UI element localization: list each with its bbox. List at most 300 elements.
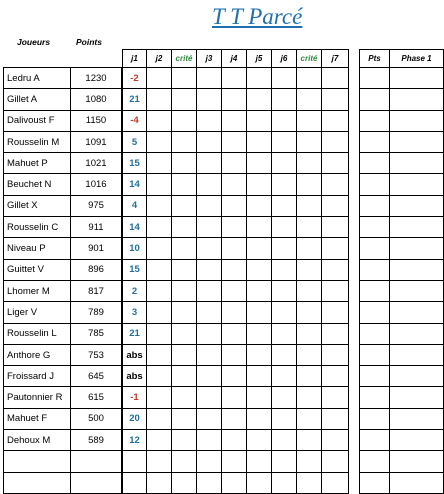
round-cell (222, 195, 247, 216)
round-cell (247, 259, 272, 280)
summary-row (360, 451, 444, 472)
player-name: Dehoux M (4, 430, 71, 451)
j1-score: 21 (123, 89, 147, 110)
player-points: 1230 (71, 68, 122, 89)
round-cell (197, 472, 222, 493)
round-row (123, 68, 349, 89)
round-cell (197, 110, 222, 131)
round-cell (272, 217, 297, 238)
player-row (4, 323, 122, 344)
round-cell (172, 110, 197, 131)
round-cell (322, 408, 349, 429)
round-cell (322, 302, 349, 323)
round-cell (222, 451, 247, 472)
round-cell (222, 280, 247, 301)
j1-score (123, 451, 147, 472)
page-title: T T Parcé (212, 4, 303, 29)
round-cell (247, 238, 272, 259)
summary-row (360, 68, 444, 89)
summary-cell (360, 68, 390, 89)
round-cell (247, 472, 272, 493)
player-points: 1150 (71, 110, 122, 131)
round-cell (222, 430, 247, 451)
player-points (71, 472, 122, 493)
round-cell (322, 344, 349, 365)
player-row (4, 451, 122, 472)
j1-score: -4 (123, 110, 147, 131)
round-cell (247, 302, 272, 323)
summary-cell (390, 259, 444, 280)
round-cell (272, 387, 297, 408)
round-cell (297, 259, 322, 280)
summary-cell (390, 387, 444, 408)
round-cell (222, 408, 247, 429)
player-points: 785 (71, 323, 122, 344)
round-cell (297, 131, 322, 152)
summary-cell (390, 323, 444, 344)
player-name (4, 451, 71, 472)
summary-table (359, 49, 444, 494)
round-cell (322, 131, 349, 152)
round-cell (297, 387, 322, 408)
summary-cell (360, 280, 390, 301)
summary-cell (360, 195, 390, 216)
round-row (123, 302, 349, 323)
round-cell (247, 280, 272, 301)
points-header: Points (76, 37, 102, 47)
summary-row (360, 387, 444, 408)
round-cell (297, 323, 322, 344)
player-points: 911 (71, 217, 122, 238)
summary-cell (360, 238, 390, 259)
round-cell (197, 131, 222, 152)
round-cell (247, 174, 272, 195)
round-cell (197, 195, 222, 216)
summary-cell (390, 430, 444, 451)
round-cell (197, 280, 222, 301)
summary-cell (360, 430, 390, 451)
round-cell (247, 323, 272, 344)
summary-header: Pts (360, 50, 390, 68)
round-cell (247, 387, 272, 408)
round-cell (222, 259, 247, 280)
round-cell (197, 302, 222, 323)
round-cell (297, 302, 322, 323)
summary-cell (360, 472, 390, 493)
round-cell (222, 174, 247, 195)
round-cell (222, 68, 247, 89)
round-cell (247, 344, 272, 365)
round-cell (147, 387, 172, 408)
summary-row (360, 153, 444, 174)
round-cell (272, 238, 297, 259)
summary-cell (390, 110, 444, 131)
round-cell (197, 259, 222, 280)
round-cell (322, 153, 349, 174)
round-cell (147, 217, 172, 238)
round-cell (322, 217, 349, 238)
round-cell (322, 472, 349, 493)
round-cell (272, 408, 297, 429)
j1-score: 5 (123, 131, 147, 152)
summary-cell (360, 387, 390, 408)
player-points: 817 (71, 280, 122, 301)
round-cell (297, 408, 322, 429)
player-row (4, 174, 122, 195)
round-row (123, 408, 349, 429)
summary-cell (360, 302, 390, 323)
player-row (4, 472, 122, 493)
round-cell (147, 344, 172, 365)
summary-cell (360, 451, 390, 472)
summary-row (360, 131, 444, 152)
player-points: 789 (71, 302, 122, 323)
round-cell (322, 259, 349, 280)
round-cell (247, 217, 272, 238)
round-cell (172, 323, 197, 344)
player-row (4, 430, 122, 451)
round-cell (222, 302, 247, 323)
round-cell (297, 472, 322, 493)
j1-score: 12 (123, 430, 147, 451)
round-row (123, 472, 349, 493)
round-cell (247, 68, 272, 89)
players-table (3, 67, 122, 494)
round-cell (272, 110, 297, 131)
player-row (4, 68, 122, 89)
round-header: j3 (197, 50, 222, 68)
round-cell (297, 280, 322, 301)
player-name: Pautonnier R (4, 387, 71, 408)
player-points: 1021 (71, 153, 122, 174)
player-row (4, 387, 122, 408)
round-row (123, 451, 349, 472)
player-points: 896 (71, 259, 122, 280)
player-name: Lhomer M (4, 280, 71, 301)
player-points: 1080 (71, 89, 122, 110)
round-cell (272, 174, 297, 195)
player-points: 589 (71, 430, 122, 451)
j1-score: -1 (123, 387, 147, 408)
player-points (71, 451, 122, 472)
summary-cell (360, 153, 390, 174)
summary-cell (390, 174, 444, 195)
summary-cell (360, 89, 390, 110)
player-name: Rousselin M (4, 131, 71, 152)
player-row (4, 259, 122, 280)
round-cell (322, 430, 349, 451)
summary-cell (390, 131, 444, 152)
round-cell (247, 153, 272, 174)
round-cell (172, 174, 197, 195)
round-cell (222, 153, 247, 174)
round-row (123, 280, 349, 301)
round-cell (197, 174, 222, 195)
round-cell (272, 323, 297, 344)
player-points: 1016 (71, 174, 122, 195)
round-row (123, 217, 349, 238)
j1-score: 15 (123, 153, 147, 174)
player-points: 753 (71, 344, 122, 365)
summary-row (360, 89, 444, 110)
round-cell (322, 323, 349, 344)
round-cell (197, 217, 222, 238)
round-cell (197, 366, 222, 387)
summary-cell (390, 344, 444, 365)
round-row (123, 366, 349, 387)
player-name: Beuchet N (4, 174, 71, 195)
player-name: Anthore G (4, 344, 71, 365)
summary-cell (390, 302, 444, 323)
round-cell (147, 280, 172, 301)
round-cell (172, 408, 197, 429)
player-name: Mahuet F (4, 408, 71, 429)
round-cell (172, 344, 197, 365)
player-row (4, 408, 122, 429)
player-row (4, 195, 122, 216)
player-name: Rousselin L (4, 323, 71, 344)
round-cell (272, 472, 297, 493)
round-cell (247, 110, 272, 131)
round-cell (297, 89, 322, 110)
round-cell (172, 259, 197, 280)
round-cell (172, 430, 197, 451)
player-row (4, 302, 122, 323)
summary-row (360, 366, 444, 387)
round-cell (322, 68, 349, 89)
rounds-table (122, 49, 349, 494)
round-cell (222, 238, 247, 259)
player-name (4, 472, 71, 493)
round-cell (272, 430, 297, 451)
rounds-header-row (123, 50, 349, 68)
player-row (4, 153, 122, 174)
summary-cell (360, 131, 390, 152)
round-cell (272, 153, 297, 174)
j1-score: 20 (123, 408, 147, 429)
round-cell (147, 366, 172, 387)
round-cell (172, 451, 197, 472)
j1-score: 21 (123, 323, 147, 344)
round-cell (172, 68, 197, 89)
summary-cell (390, 451, 444, 472)
round-cell (147, 153, 172, 174)
summary-cell (360, 110, 390, 131)
round-cell (222, 323, 247, 344)
j1-score: 14 (123, 217, 147, 238)
round-cell (297, 68, 322, 89)
summary-header: Phase 1 (390, 50, 444, 68)
summary-cell (360, 366, 390, 387)
round-cell (322, 451, 349, 472)
j1-score: abs (123, 366, 147, 387)
summary-cell (390, 366, 444, 387)
round-cell (172, 195, 197, 216)
round-row (123, 387, 349, 408)
round-cell (222, 217, 247, 238)
summary-row (360, 344, 444, 365)
summary-row (360, 195, 444, 216)
player-row (4, 280, 122, 301)
round-cell (322, 238, 349, 259)
round-cell (172, 217, 197, 238)
round-cell (222, 472, 247, 493)
round-cell (322, 387, 349, 408)
round-cell (147, 68, 172, 89)
round-cell (222, 110, 247, 131)
round-cell (322, 280, 349, 301)
round-cell (172, 472, 197, 493)
round-cell (322, 89, 349, 110)
round-row (123, 110, 349, 131)
round-cell (272, 280, 297, 301)
summary-cell (390, 238, 444, 259)
joueurs-header: Joueurs (17, 37, 51, 47)
round-header: j5 (247, 50, 272, 68)
round-cell (247, 89, 272, 110)
round-header: j2 (147, 50, 172, 68)
round-cell (172, 131, 197, 152)
player-name: Gillet X (4, 195, 71, 216)
summary-cell (360, 408, 390, 429)
round-cell (272, 68, 297, 89)
summary-cell (360, 323, 390, 344)
round-cell (147, 89, 172, 110)
round-header: crité (172, 50, 197, 68)
round-header: j6 (272, 50, 297, 68)
summary-cell (390, 472, 444, 493)
j1-score: 14 (123, 174, 147, 195)
player-points: 901 (71, 238, 122, 259)
round-row (123, 174, 349, 195)
summary-cell (390, 217, 444, 238)
round-cell (222, 131, 247, 152)
summary-header-row (360, 50, 444, 68)
player-points: 645 (71, 366, 122, 387)
round-row (123, 259, 349, 280)
round-cell (197, 89, 222, 110)
round-header: j1 (123, 50, 147, 68)
player-name: Liger V (4, 302, 71, 323)
round-cell (297, 174, 322, 195)
player-row (4, 217, 122, 238)
round-cell (147, 323, 172, 344)
round-cell (297, 153, 322, 174)
round-cell (172, 387, 197, 408)
summary-cell (390, 280, 444, 301)
round-cell (222, 387, 247, 408)
round-cell (322, 366, 349, 387)
j1-score: 15 (123, 259, 147, 280)
player-name: Guittet V (4, 259, 71, 280)
round-cell (147, 430, 172, 451)
round-cell (172, 280, 197, 301)
round-cell (172, 366, 197, 387)
round-cell (297, 110, 322, 131)
round-cell (172, 238, 197, 259)
round-cell (272, 131, 297, 152)
round-cell (247, 131, 272, 152)
j1-score: 3 (123, 302, 147, 323)
round-cell (147, 110, 172, 131)
j1-score: 2 (123, 280, 147, 301)
player-row (4, 344, 122, 365)
round-cell (247, 451, 272, 472)
round-cell (197, 238, 222, 259)
round-cell (197, 430, 222, 451)
round-cell (272, 89, 297, 110)
round-cell (322, 174, 349, 195)
round-header: j4 (222, 50, 247, 68)
summary-row (360, 280, 444, 301)
summary-row (360, 302, 444, 323)
summary-row (360, 238, 444, 259)
round-cell (147, 195, 172, 216)
summary-row (360, 217, 444, 238)
summary-cell (360, 217, 390, 238)
round-cell (197, 451, 222, 472)
round-cell (147, 238, 172, 259)
round-cell (297, 344, 322, 365)
player-row (4, 89, 122, 110)
round-header: j7 (322, 50, 349, 68)
summary-cell (390, 68, 444, 89)
round-cell (247, 366, 272, 387)
summary-row (360, 408, 444, 429)
j1-score: -2 (123, 68, 147, 89)
summary-row (360, 472, 444, 493)
player-points: 1091 (71, 131, 122, 152)
round-row (123, 344, 349, 365)
round-cell (272, 366, 297, 387)
summary-cell (390, 195, 444, 216)
summary-row (360, 259, 444, 280)
summary-cell (390, 153, 444, 174)
round-cell (247, 195, 272, 216)
round-cell (147, 131, 172, 152)
player-points: 500 (71, 408, 122, 429)
round-cell (272, 259, 297, 280)
round-row (123, 153, 349, 174)
summary-row (360, 323, 444, 344)
player-name: Dalivoust F (4, 110, 71, 131)
round-cell (172, 89, 197, 110)
player-name: Ledru A (4, 68, 71, 89)
j1-score (123, 472, 147, 493)
round-cell (197, 408, 222, 429)
round-cell (272, 195, 297, 216)
round-cell (197, 153, 222, 174)
round-cell (297, 451, 322, 472)
round-cell (322, 195, 349, 216)
round-row (123, 89, 349, 110)
round-cell (147, 174, 172, 195)
round-cell (172, 302, 197, 323)
round-cell (197, 68, 222, 89)
round-cell (272, 344, 297, 365)
round-cell (147, 451, 172, 472)
player-row (4, 131, 122, 152)
round-row (123, 131, 349, 152)
player-name: Froissard J (4, 366, 71, 387)
round-cell (297, 195, 322, 216)
round-cell (147, 259, 172, 280)
round-cell (222, 344, 247, 365)
round-cell (297, 366, 322, 387)
round-cell (297, 430, 322, 451)
round-cell (147, 472, 172, 493)
round-cell (247, 430, 272, 451)
